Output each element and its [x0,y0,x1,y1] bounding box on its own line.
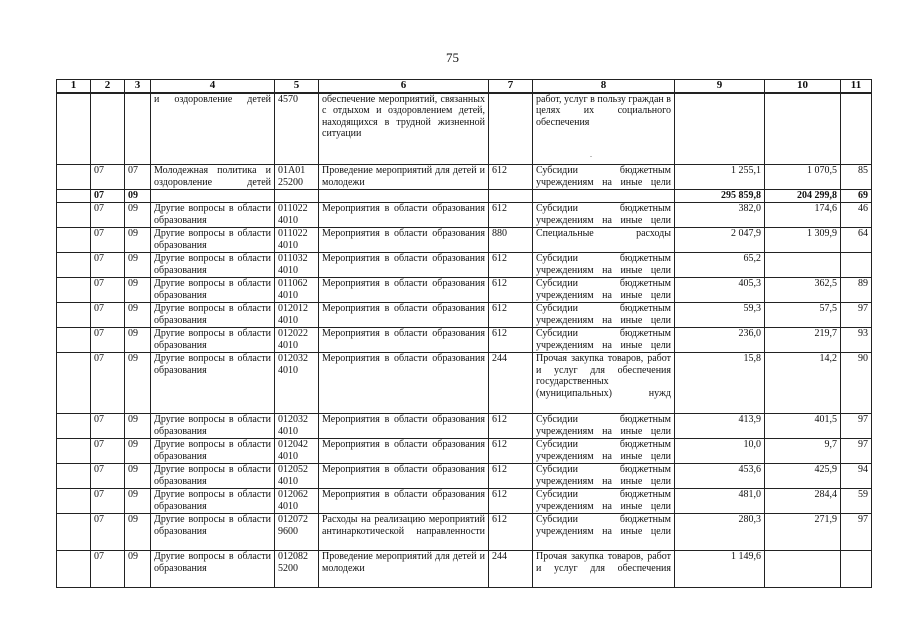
cell-percent: 97 [841,414,872,439]
cell-col1 [57,278,91,303]
cell-subsection: 09 [125,278,151,303]
cell-name: Другие вопросы в области образования [151,303,275,328]
cell-section: 07 [91,190,125,203]
cell-executed: 57,5 [765,303,841,328]
cell-col1 [57,303,91,328]
cell-subsection: 09 [125,514,151,551]
cell-description: Мероприятия в области образования [319,203,489,228]
cell-expense-code: 880 [489,228,533,253]
cell-executed: 1 309,9 [765,228,841,253]
cell-description [319,190,489,203]
cell-target-code: 011022 4010 [275,203,319,228]
table-row [57,228,872,253]
cell-col1 [57,439,91,464]
cell-expense-type: работ, услуг в пользу граждан в целях их социального обеспечения [533,93,675,165]
cell-executed: 14,2 [765,353,841,414]
cell-description: Расходы на реализацию мероприятий антинаркотической направленности [319,514,489,551]
cell-target-code: 012042 4010 [275,439,319,464]
table-row [57,165,872,190]
cell-planned: 236,0 [675,328,765,353]
cell-executed: 401,5 [765,414,841,439]
cell-subsection: 09 [125,190,151,203]
cell-target-code: 012052 4010 [275,464,319,489]
table-body [57,93,872,588]
cell-col1 [57,551,91,588]
table-row [57,303,872,328]
cell-name [151,190,275,203]
cell-percent: 94 [841,464,872,489]
cell-executed: 271,9 [765,514,841,551]
cell-expense-code: 612 [489,303,533,328]
cell-description: Проведение мероприятий для детей и молодежи [319,165,489,190]
cell-description: Мероприятия в области образования [319,253,489,278]
cell-expense-type: Субсидии бюджетным учреждениям на иные цели [533,489,675,514]
column-header-5: 5 [275,80,319,93]
cell-expense-type: Субсидии бюджетным учреждениям на иные цели [533,203,675,228]
cell-section: 07 [91,464,125,489]
column-header-8: 8 [533,80,675,93]
cell-executed: 284,4 [765,489,841,514]
cell-expense-code: 612 [489,165,533,190]
cell-name: Другие вопросы в области образования [151,228,275,253]
cell-executed: 9,7 [765,439,841,464]
cell-section: 07 [91,514,125,551]
cell-planned: 65,2 [675,253,765,278]
cell-description: Мероприятия в области образования [319,228,489,253]
cell-planned: 453,6 [675,464,765,489]
column-header-4: 4 [151,80,275,93]
cell-section: 07 [91,253,125,278]
cell-percent: 97 [841,514,872,551]
cell-expense-type: Специальные расходы [533,228,675,253]
cell-planned: 10,0 [675,439,765,464]
cell-executed: 174,6 [765,203,841,228]
cell-percent: 90 [841,353,872,414]
cell-description: Мероприятия в области образования [319,414,489,439]
cell-expense-type: Субсидии бюджетным учреждениям на иные цели [533,303,675,328]
cell-expense-type: Прочая закупка товаров, работ и услуг для обеспечения [533,551,675,588]
table-row [57,514,872,551]
cell-target-code: 012032 4010 [275,353,319,414]
cell-name: Другие вопросы в области образования [151,353,275,414]
cell-expense-code: 612 [489,278,533,303]
cell-planned: 413,9 [675,414,765,439]
cell-name: Молодежная политика и оздоровление детей [151,165,275,190]
cell-section: 07 [91,165,125,190]
budget-table [56,79,872,588]
cell-subsection: 09 [125,489,151,514]
cell-expense-type: Субсидии бюджетным учреждениям на иные цели [533,253,675,278]
cell-name: Другие вопросы в области образования [151,514,275,551]
cell-subsection: 09 [125,228,151,253]
cell-expense-code: 612 [489,414,533,439]
cell-percent [841,551,872,588]
table-row [57,353,872,414]
cell-subsection: 09 [125,253,151,278]
cell-col1 [57,353,91,414]
table-row [57,93,872,165]
cell-executed [765,93,841,165]
cell-section: 07 [91,353,125,414]
cell-planned: 295 859,8 [675,190,765,203]
cell-name: Другие вопросы в области образования [151,278,275,303]
cell-expense-code: 612 [489,328,533,353]
cell-target-code: 012012 4010 [275,303,319,328]
cell-col1 [57,514,91,551]
table-row [57,414,872,439]
cell-expense-type: Субсидии бюджетным учреждениям на иные цели [533,514,675,551]
table-row [57,253,872,278]
column-header-10: 10 [765,80,841,93]
cell-description: Мероприятия в области образования [319,353,489,414]
cell-executed: 1 070,5 [765,165,841,190]
table-header-row [57,80,872,93]
table-row [57,464,872,489]
cell-section: 07 [91,439,125,464]
cell-planned: 405,3 [675,278,765,303]
cell-percent: 64 [841,228,872,253]
cell-target-code: 011022 4010 [275,228,319,253]
cell-target-code [275,190,319,203]
cell-expense-code: 612 [489,203,533,228]
cell-expense-type: Субсидии бюджетным учреждениям на иные цели [533,328,675,353]
cell-description: Мероприятия в области образования [319,303,489,328]
cell-target-code: 011032 4010 [275,253,319,278]
column-header-7: 7 [489,80,533,93]
cell-percent: 97 [841,439,872,464]
cell-section: 07 [91,328,125,353]
column-header-6: 6 [319,80,489,93]
cell-description: Мероприятия в области образования [319,439,489,464]
cell-target-code: 01А01 25200 [275,165,319,190]
cell-col1 [57,93,91,165]
column-header-11: 11 [841,80,872,93]
cell-expense-code [489,93,533,165]
cell-target-code: 012082 5200 [275,551,319,588]
cell-subsection: 09 [125,353,151,414]
cell-expense-code [489,190,533,203]
cell-name: и оздоровление детей [151,93,275,165]
cell-expense-code: 612 [489,439,533,464]
cell-description: Проведение мероприятий для детей и молодежи [319,551,489,588]
cell-planned [675,93,765,165]
cell-subsection [125,93,151,165]
cell-executed: 425,9 [765,464,841,489]
cell-subsection: 09 [125,203,151,228]
cell-section: 07 [91,203,125,228]
cell-planned: 382,0 [675,203,765,228]
cell-executed: 362,5 [765,278,841,303]
cell-percent [841,93,872,165]
cell-description: обеспечение мероприятий, связанных с отдыхом и оздоровлением детей, находящихся в трудной жизненной ситуации [319,93,489,165]
cell-name: Другие вопросы в области образования [151,464,275,489]
column-header-1: 1 [57,80,91,93]
stray-mark: . [590,150,592,159]
cell-section: 07 [91,278,125,303]
cell-col1 [57,328,91,353]
cell-expense-code: 244 [489,353,533,414]
cell-name: Другие вопросы в области образования [151,203,275,228]
cell-expense-type [533,190,675,203]
cell-expense-code: 612 [489,489,533,514]
cell-name: Другие вопросы в области образования [151,439,275,464]
cell-expense-code: 612 [489,253,533,278]
cell-col1 [57,464,91,489]
cell-section: 07 [91,414,125,439]
cell-subsection: 09 [125,439,151,464]
cell-target-code: 012032 4010 [275,414,319,439]
cell-percent: 85 [841,165,872,190]
cell-planned: 1 255,1 [675,165,765,190]
cell-executed [765,551,841,588]
cell-subsection: 09 [125,464,151,489]
cell-name: Другие вопросы в области образования [151,489,275,514]
cell-name: Другие вопросы в области образования [151,551,275,588]
table-row [57,551,872,588]
cell-target-code: 012022 4010 [275,328,319,353]
cell-expense-type: Субсидии бюджетным учреждениям на иные цели [533,414,675,439]
cell-name: Другие вопросы в области образования [151,414,275,439]
cell-expense-code: 244 [489,551,533,588]
cell-percent: 59 [841,489,872,514]
cell-planned: 15,8 [675,353,765,414]
cell-planned: 280,3 [675,514,765,551]
cell-description: Мероприятия в области образования [319,278,489,303]
column-header-3: 3 [125,80,151,93]
cell-executed [765,253,841,278]
cell-target-code: 012062 4010 [275,489,319,514]
cell-description: Мероприятия в области образования [319,464,489,489]
table-row [57,203,872,228]
table-row [57,489,872,514]
cell-col1 [57,489,91,514]
table-row [57,278,872,303]
cell-planned: 2 047,9 [675,228,765,253]
cell-section: 07 [91,228,125,253]
cell-subsection: 09 [125,303,151,328]
cell-description: Мероприятия в области образования [319,328,489,353]
cell-percent: 69 [841,190,872,203]
cell-target-code: 011062 4010 [275,278,319,303]
cell-subsection: 07 [125,165,151,190]
cell-planned: 1 149,6 [675,551,765,588]
column-header-2: 2 [91,80,125,93]
page-number: 75 [446,50,459,65]
cell-percent: 46 [841,203,872,228]
column-header-9: 9 [675,80,765,93]
cell-section: 07 [91,489,125,514]
cell-section: 07 [91,303,125,328]
cell-planned: 59,3 [675,303,765,328]
cell-percent: 93 [841,328,872,353]
cell-percent [841,253,872,278]
cell-col1 [57,253,91,278]
cell-col1 [57,414,91,439]
cell-section [91,93,125,165]
cell-percent: 89 [841,278,872,303]
table-row [57,439,872,464]
cell-planned: 481,0 [675,489,765,514]
cell-expense-type: Прочая закупка товаров, работ и услуг для обеспечения государственных (муниципальных) нужд [533,353,675,414]
cell-target-code: 4570 [275,93,319,165]
cell-col1 [57,165,91,190]
cell-executed: 219,7 [765,328,841,353]
table-row [57,328,872,353]
cell-col1 [57,228,91,253]
cell-name: Другие вопросы в области образования [151,328,275,353]
cell-description: Мероприятия в области образования [319,489,489,514]
cell-target-code: 012072 9600 [275,514,319,551]
cell-expense-type: Субсидии бюджетным учреждениям на иные цели [533,439,675,464]
table-row [57,190,872,203]
cell-col1 [57,203,91,228]
cell-executed: 204 299,8 [765,190,841,203]
cell-section: 07 [91,551,125,588]
cell-expense-type: Субсидии бюджетным учреждениям на иные цели [533,278,675,303]
cell-expense-code: 612 [489,464,533,489]
cell-subsection: 09 [125,551,151,588]
cell-subsection: 09 [125,328,151,353]
cell-expense-code: 612 [489,514,533,551]
cell-percent: 97 [841,303,872,328]
cell-col1 [57,190,91,203]
cell-name: Другие вопросы в области образования [151,253,275,278]
cell-subsection: 09 [125,414,151,439]
cell-expense-type: Субсидии бюджетным учреждениям на иные цели [533,165,675,190]
cell-expense-type: Субсидии бюджетным учреждениям на иные цели [533,464,675,489]
